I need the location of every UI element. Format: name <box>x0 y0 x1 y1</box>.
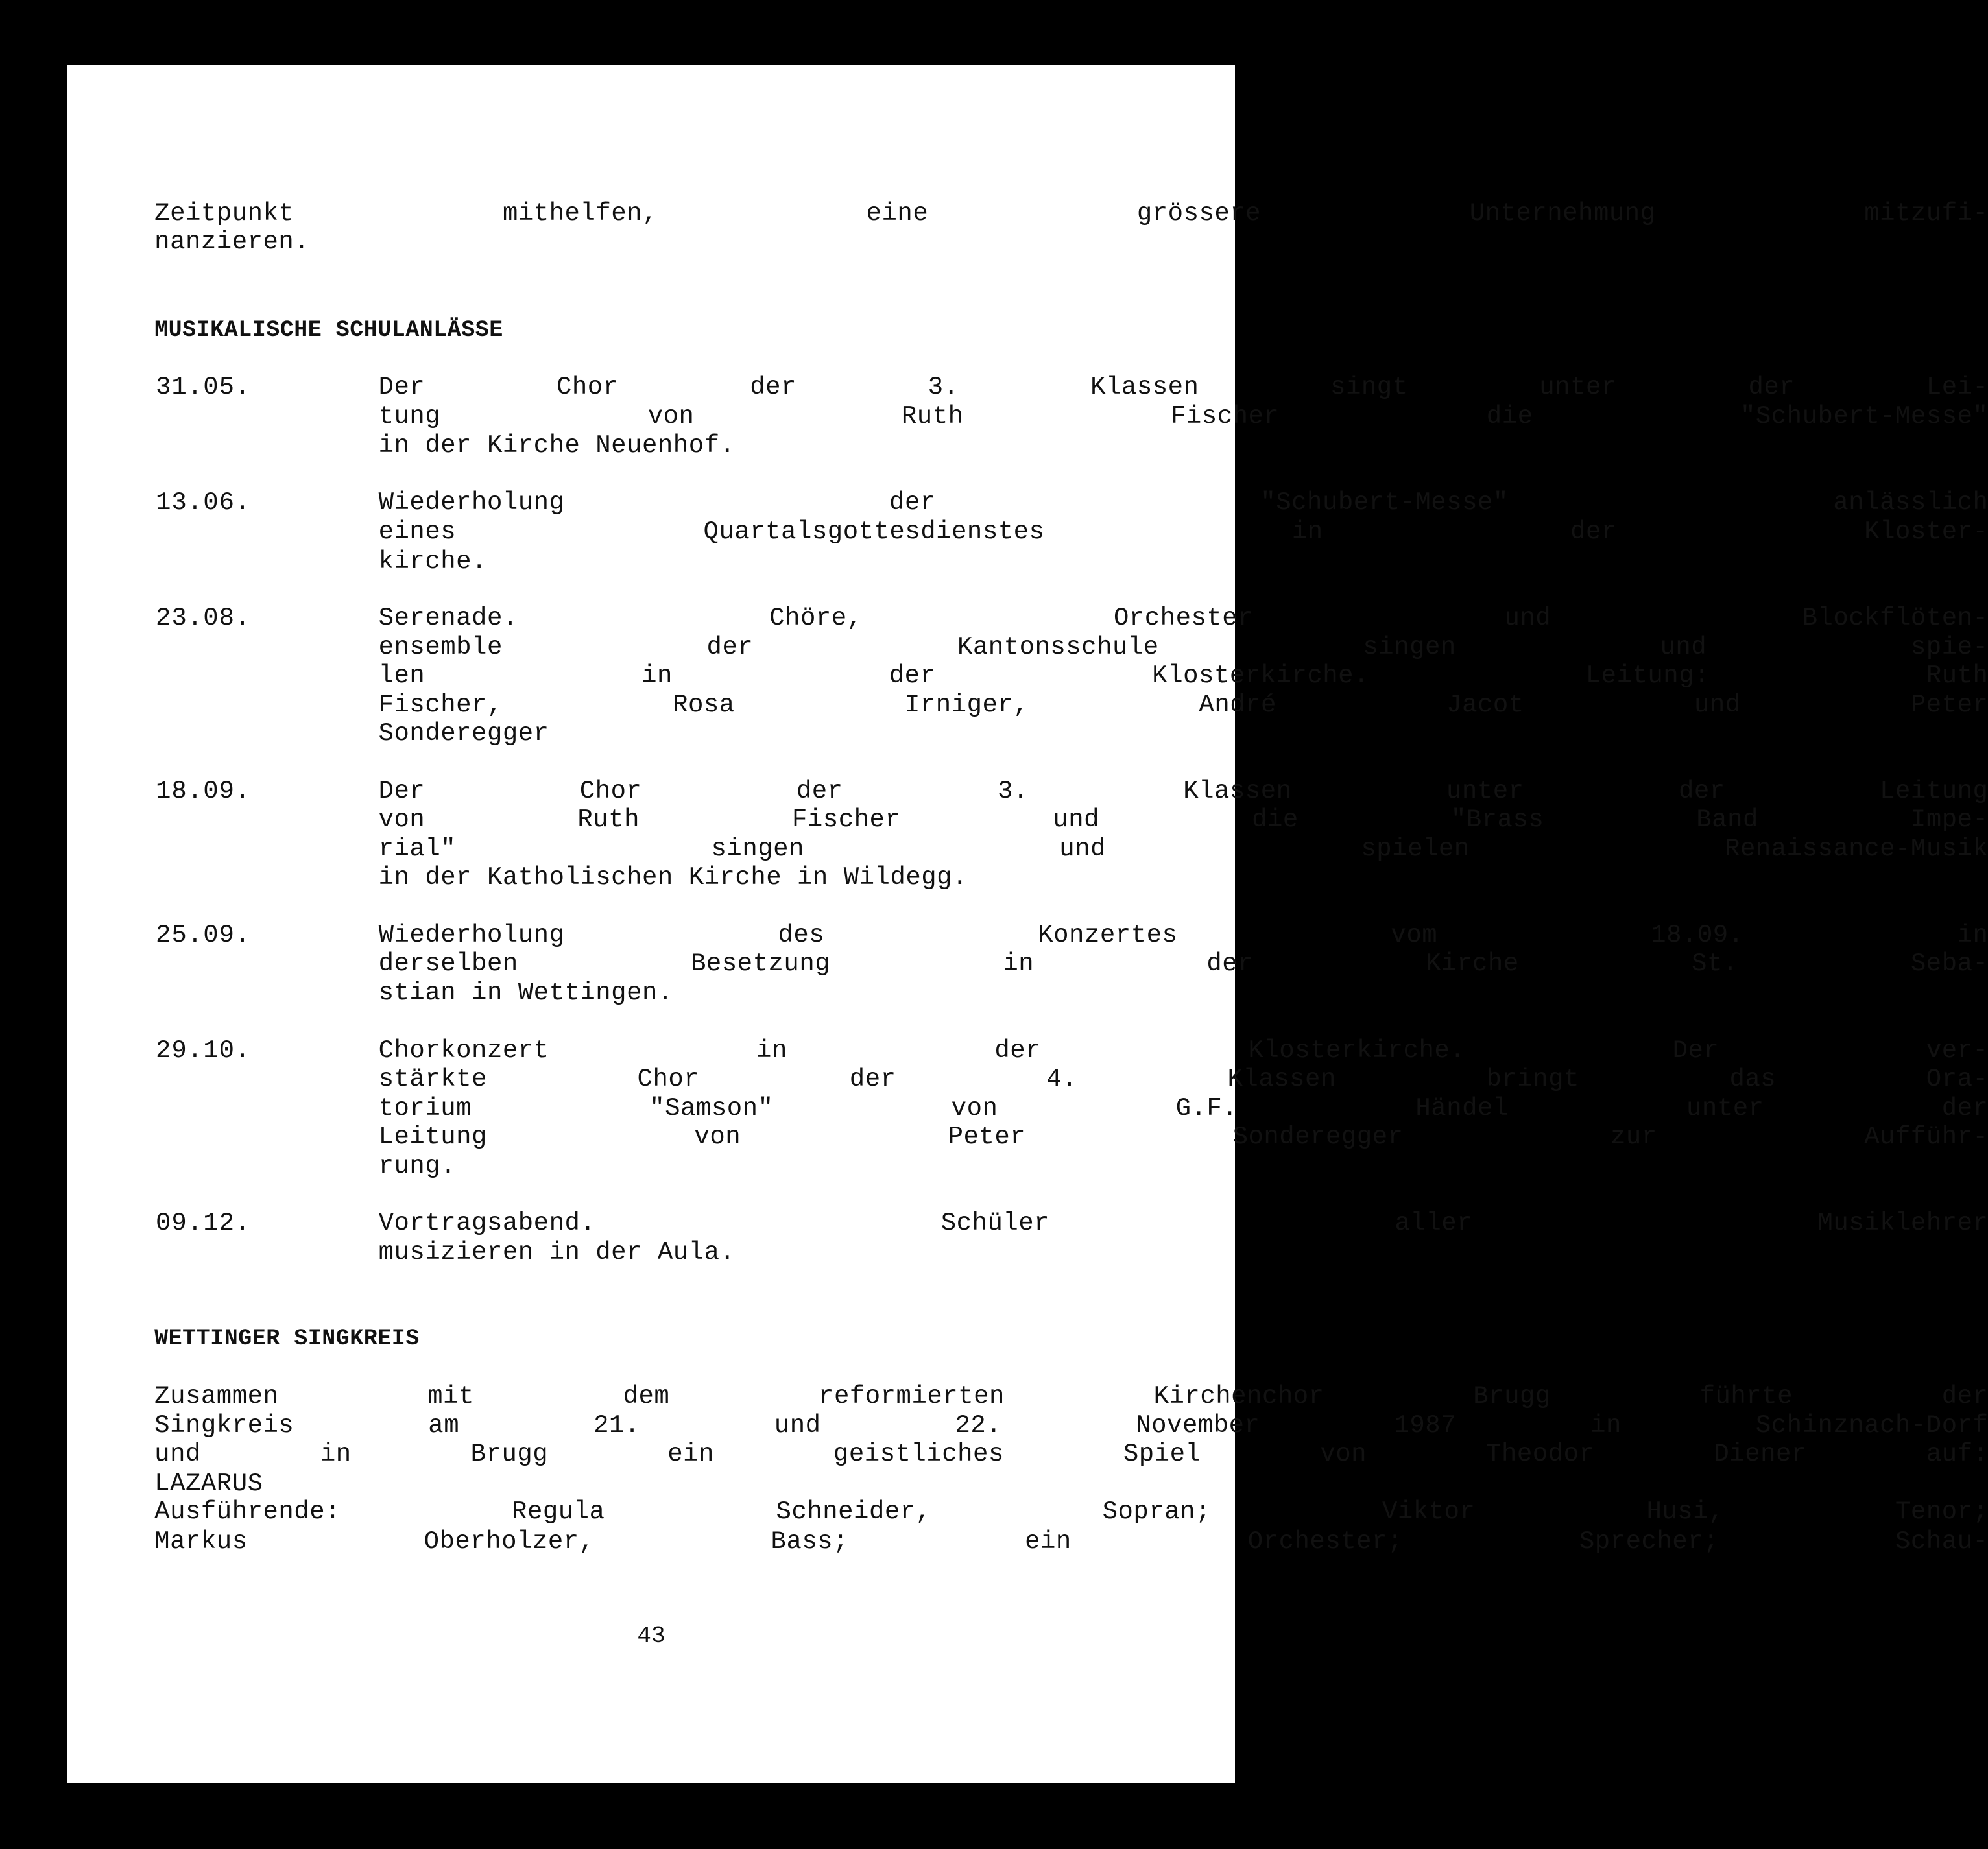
entry-line: derselben Besetzung in der Kirche St. Seba- <box>378 949 1988 978</box>
entry-line: tung von Ruth Fischer die "Schubert-Messe" <box>378 402 1988 431</box>
intro-line: nanzieren. <box>154 227 310 256</box>
paragraph-line: und in Brugg ein geistliches Spiel von Theodor Diener auf: <box>154 1440 1988 1469</box>
entry-line: stärkte Chor der 4. Klassen bringt das Ora- <box>378 1064 1988 1093</box>
entry-date: 31.05. <box>156 372 251 401</box>
paragraph-line: Markus Oberholzer, Bass; ein Orchester; Sprecher; Schau- <box>154 1527 1988 1556</box>
paragraph-line: Singkreis am 21. und 22. November 1987 in Schinznach-Dorf <box>154 1411 1988 1440</box>
entry-date: 23.08. <box>156 603 251 632</box>
entry-line: ensemble der Kantonsschule singen und spie- <box>378 633 1988 662</box>
entry-line: len in der Klosterkirche. Leitung: Ruth <box>378 662 1988 691</box>
entry-line: Der Chor der 3. Klassen unter der Leitung <box>378 777 1988 806</box>
intro-line: Zeitpunkt mithelfen, eine grössere Unternehmung mitzufi- <box>154 199 1988 228</box>
section-heading: WETTINGER SINGKREIS <box>154 1325 420 1352</box>
entry-line: Vortragsabend. Schüler aller Musiklehrer <box>378 1208 1988 1237</box>
entry-date: 13.06. <box>156 488 251 517</box>
entry-date: 18.09. <box>156 777 251 806</box>
entry-date: 09.12. <box>156 1208 251 1237</box>
entry-line: Serenade. Chöre, Orchester und Blockflöten- <box>378 603 1988 632</box>
entry-date: 29.10. <box>156 1036 251 1066</box>
entry-line: Fischer, Rosa Irniger, André Jacot und Peter <box>378 691 1988 720</box>
entry-line: in der Katholischen Kirche in Wildegg. <box>378 863 968 892</box>
page-number: 43 <box>637 1623 665 1649</box>
paragraph-line: Ausführende: Regula Schneider, Sopran; Viktor Husi, Tenor; <box>154 1497 1988 1527</box>
entry-line: Sonderegger <box>378 719 549 748</box>
entry-line: musizieren in der Aula. <box>378 1238 736 1267</box>
section-heading: MUSIKALISCHE SCHULANLÄSSE <box>154 317 503 344</box>
entry-line: torium "Samson" von G.F. Händel unter der <box>378 1094 1988 1123</box>
entry-line: von Ruth Fischer und die "Brass Band Impe- <box>378 805 1988 834</box>
entry-date: 25.09. <box>156 921 251 950</box>
document-page <box>67 65 1988 1783</box>
entry-line: Wiederholung der "Schubert-Messe" anlässlich <box>378 488 1988 517</box>
entry-line: Der Chor der 3. Klassen singt unter der Lei- <box>378 372 1988 401</box>
entry-line: stian in Wettingen. <box>378 979 673 1008</box>
entry-line: rial" singen und spielen Renaissance-Musik <box>378 835 1988 864</box>
entry-line: in der Kirche Neuenhof. <box>378 431 736 460</box>
entry-line: kirche. <box>378 547 487 576</box>
entry-line: eines Quartalsgottesdienstes in der Kloster- <box>378 518 1988 547</box>
entry-line: Chorkonzert in der Klosterkirche. Der ver- <box>378 1036 1988 1066</box>
paragraph-line: Zusammen mit dem reformierten Kirchenchor Brugg führte der <box>154 1381 1988 1411</box>
entry-line: rung. <box>378 1152 457 1181</box>
entry-line: Leitung von Peter Sonderegger zur Aufführ- <box>378 1122 1988 1151</box>
paragraph-line: LAZARUS <box>154 1469 263 1498</box>
entry-line: Wiederholung des Konzertes vom 18.09. in <box>378 921 1988 950</box>
